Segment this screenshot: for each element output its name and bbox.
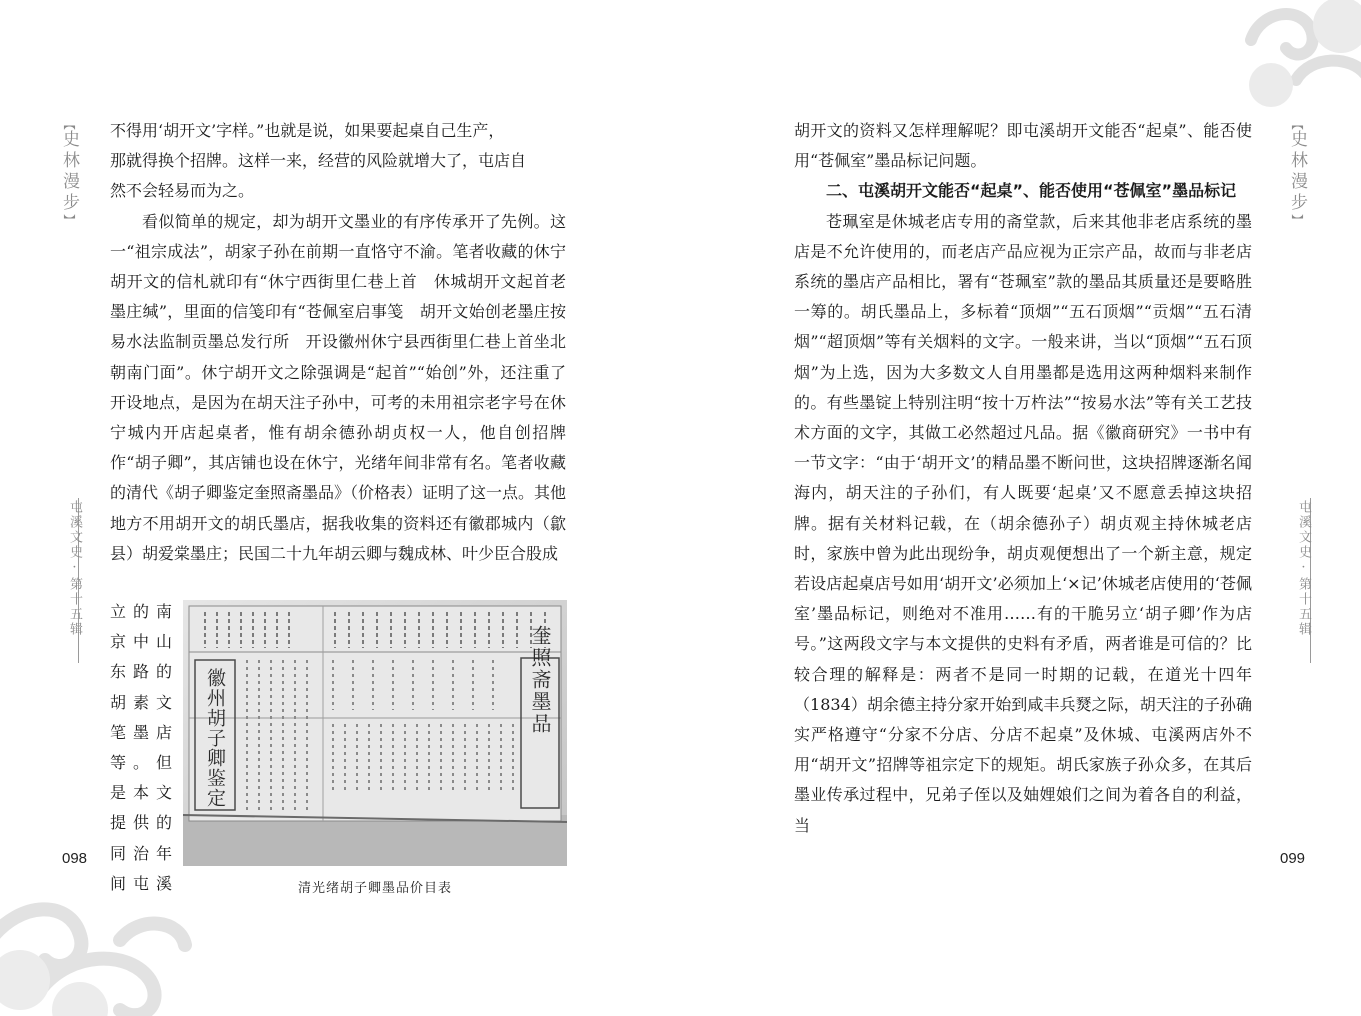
narrow-line: 提供的: [110, 813, 172, 833]
cloud-ornament-top-right: [1241, 0, 1361, 110]
price-list-photo: [183, 600, 567, 866]
narrow-line: 东路的: [110, 662, 172, 682]
cloud-ornament-bottom-left: [0, 880, 200, 1016]
left-body-text: [110, 116, 566, 569]
narrow-line: 胡素文: [110, 692, 172, 712]
page-number-left: 098: [62, 850, 88, 867]
page-number-right: 099: [1280, 850, 1306, 867]
paragraph: 看似简单的规定，却为胡开文墨业的有序传承开了先例。这一“祖宗成法”，胡家子孙在前期一直恪守不渝。笔者收藏的休宁胡开文的信札就印有“休宁西街里仁巷上首 休城胡开文起首老墨庄缄”，里面的信笺印有“苍佩室启事笺 胡开文始创老墨庄按易水法监制贡墨总发行所 开设徽州休宁县西街里仁巷上首坐北朝南门面”。休宁胡开文之除强调是“起首”“始创”外，还注重了开设地点，是因为在胡天注子孙中，可考的未用祖宗老字号在休宁城内开店起桌者，惟有胡余德孙胡贞权一人，他自创招牌作“胡子卿”，其店铺也设在休宁，光绪年间非常有名。笔者收藏的清代《胡子卿鉴定奎照斋墨品》（价格表）证明了这一点。其他地方不用胡开文的胡氏墨店，据我收集的资料还有徽郡城内（歙县）胡爱棠墨庄；民国二十九年胡云卿与魏成林、叶少臣合股成: [110, 211, 567, 563]
narrow-line: 立的南: [110, 602, 172, 621]
series-title-vertical: [52, 118, 82, 228]
photo-right-title: 奎照斋墨品: [528, 625, 552, 735]
photo-illustration: [183, 600, 567, 866]
narrow-line: 同治年: [110, 843, 172, 863]
series-title-text: 史林漫步: [1287, 130, 1307, 214]
subseries-title-vertical: 屯溪文史·第十五辑: [67, 500, 82, 637]
bracket-open: 【: [62, 118, 76, 130]
bracket-close: 】: [1290, 214, 1304, 226]
bracket-close: 】: [62, 214, 76, 226]
narrow-line: 是本文: [110, 783, 172, 803]
narrow-text-column: [110, 597, 172, 899]
image-caption: 清光绪胡子卿墨品价目表: [297, 881, 452, 896]
text-line: 不得用‘胡开文’字样。”也就是说，如果要起桌自己生产，: [110, 121, 505, 140]
narrow-line: 等。但: [110, 752, 172, 772]
text-line: 然不会轻易而为之。: [110, 181, 255, 201]
series-title-vertical: [1280, 118, 1310, 228]
paragraph: 苍珮室是休城老店专用的斋堂款，后来其他非老店系统的墨店是不允许使用的，而老店产品应视为正宗产品，故而与非老店系统的墨店产品相比，署有“苍珮室”款的墨品其质量还是要略胜一筹的。胡氏墨品上，多标着“顶烟”“五石顶烟”“贡烟”“五石清烟”“超顶烟”等有关烟料的文字。一般来讲，当以“顶烟”“五石顶烟”为上选，因为大多数文人自用墨都是选用这两种烟料来制作的。有些墨锭上特别注明“按十万杵法”“按易水法”等有关工艺技术方面的文字，其做工必然超过凡品。据《徽商研究》一书中有一节文字：“由于‘胡开文’的精品墨不断问世，这块招牌逐渐名闻海内，胡天注的子孙们，有人既要‘起桌’又不愿意丢掉这块招牌。据有关材料记载，在（胡余德孙子）胡贞观主持休城老店时，家族中曾为此出现纷争，胡贞观便想出了一个新主意，规定若设店起桌店号如用‘胡开文’必须加上‘×记’休城老店使用的‘苍佩室’墨品标记，则绝对不准用……有的干脆另立‘胡子卿’作为店号。”这两段文字与本文提供的史料有矛盾，两者谁是可信的？比较合理的解释是：两者不是同一时期的记载，在道光十四年（1834）胡余德主持分家开始到咸丰兵燹之际，胡天注的子孙确实严格遵守“分家不分店、分店不起桌”及休城、屯溪两店外不用“胡开文”招牌等祖宗定下的规矩。胡氏家族子孙众多，在其后墨业传承过程中，兄弟子侄以及妯娌娘们之间为着各自的利益，当: [794, 211, 1252, 835]
left-page: [0, 0, 680, 1016]
text-line: 那就得换个招牌。这样一来，经营的风险就增大了，屯店自: [110, 151, 527, 171]
photo-left-title: 徽州胡子卿鉴定: [204, 668, 226, 808]
subseries-title-vertical: 屯溪文史·第十五辑: [1296, 500, 1311, 637]
right-page: [680, 0, 1361, 1016]
narrow-line: 京中山: [110, 632, 172, 652]
paragraph: 胡开文的资料又怎样理解呢？即屯溪胡开文能否“起桌”、能否使用“苍佩室”墨品标记问题。: [794, 121, 1252, 171]
bracket-open: 【: [1290, 118, 1304, 130]
right-body-text: [794, 116, 1252, 841]
series-title-text: 史林漫步: [59, 130, 79, 214]
narrow-line: 笔墨店: [110, 722, 172, 742]
narrow-line: 间屯溪: [110, 873, 172, 893]
section-heading: 二、屯溪胡开文能否“起桌”、能否使用“苍佩室”墨品标记: [826, 181, 1237, 201]
